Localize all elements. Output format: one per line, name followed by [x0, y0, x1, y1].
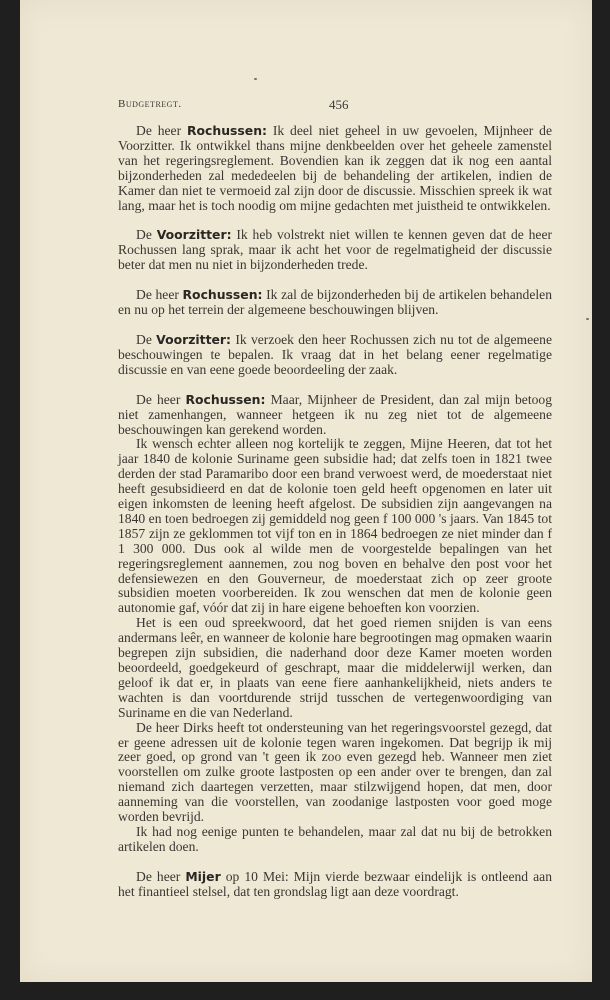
- speech-voorzitter-2: [118, 333, 552, 378]
- paper-speck: [586, 318, 589, 320]
- paper-speck: [254, 78, 257, 80]
- speaker-name: Rochussen:: [185, 391, 266, 407]
- speech-rochussen-3: [118, 393, 552, 855]
- speech-prefix: De: [136, 227, 157, 243]
- speech-voorzitter-1: [118, 228, 552, 273]
- speech-text: Ik verzoek den heer Rochussen zich nu tot de algemeene beschouwingen te bepalen. Ik vraag dat in het belang eener regelmatige discussie en van eene goede beoordeeling der zaak.: [118, 331, 552, 377]
- speaker-name: Rochussen:: [182, 287, 263, 303]
- running-head: Budgetregt.: [118, 98, 182, 110]
- speech-text: op 10 Mei: Mijn vierde bezwaar eindelijk is ontleend aan het finantieel stelsel, dat ten grondslag ligt aan deze voordragt.: [118, 868, 552, 899]
- speech-continuation: De heer Dirks heeft tot ondersteuning van het regeringsvoorstel gezegd, dat er geene adressen uit de kolonie tegen waren ingekomen. Dat begrijp ik mij zeer goed, op grond van 't geen ik zoo even gezegd heb. Wanneer men ziet voorstellen om zulke groote lastposten op een ander over te brengen, dan zal niemand zich daartegen verzetten, maar stilzwijgend hopen, dat men, door aanneming van die voorstellen, van zoodanige lastposten voor goed moge worden bevrijd.: [118, 719, 552, 825]
- speech-rochussen-2: [118, 288, 552, 318]
- speech-prefix: De: [136, 331, 157, 347]
- speech-text: Ik deel niet geheel in uw gevoelen, Mijnheer de Voorzitter. Ik ontwikkel thans mijne denkbeelden over het geheele zamenstel van het regeringsreglement. Bovendien kan ik zeggen dat ik nog een aantal bijzonderheden zal mededeelen bij de behandeling der artikelen, indien de Kamer dan niet te vermoeid zal zijn door de discussie. Misschien spreek ik wat lang, maar het is toch noodig om mijne gedachten met juistheid te ontwikkelen.: [118, 123, 552, 213]
- speech-continuation: Ik had nog eenige punten te behandelen, maar zal dat nu bij de betrokken artikelen doen.: [118, 823, 552, 854]
- speech-rochussen-1: [118, 124, 552, 213]
- speech-text: Ik heb volstrekt niet willen te kennen geven dat de heer Rochussen lang sprak, maar ik acht het voor de regelmatigheid der discussie beter dat men nu niet in bijzonderheden trede.: [118, 227, 553, 273]
- page-body: [118, 124, 552, 900]
- speech-continuation: Het is een oud spreekwoord, dat het goed riemen snijden is van eens andermans leêr, en wanneer de kolonie hare begrootingen mag opmaken waarin begrepen zijn subsidien, die naderhand door deze Kamer moeten worden beoordeeld, goedgekeurd of geschrapt, maar die middelerwijl werken, dan geloof ik dat er, in plaats van eene fiere aanhankelijkheid, niets anders te wachten is dan voortdurende strijd tusschen de vertegenwoordiging van Suriname en die van Nederland.: [118, 615, 552, 720]
- speaker-name: Voorzitter:: [156, 227, 232, 243]
- speech-continuation: Ik wensch echter alleen nog kortelijk te zeggen, Mijne Heeren, dat tot het jaar 1840 de kolonie Suriname geen subsidie had; dat zelfs toen in 1821 twee derden der stad Paramaribo door een brand verwoest werd, de moederstaat niet heeft gesubsidieerd en dat de kolonie toen geld heeft opgenomen en later uit eigen inkomsten de leening heeft afgelost. De subsidien zijn aangevangen na 1840 en toen bedroegen zij gemiddeld nog geen f 100 000 's jaars. Van 1845 tot 1857 zijn ze geklommen tot vijf ton en in 1864 bedroegen ze niet minder dan f 1 300 000. Dus ook al wilde men de voorgestelde bepalingen van het regeringsreglement aannemen, zou nog boven en behalve den post voor het defensiewezen en den Gouverneur, de moederstaat zich op zeer groote subsidien moeten voorbereiden. Ik zou wenschen dat men de kolonie geen autonomie gaf, vóór dat zij in hare eigene behoeften kon voorzien.: [118, 436, 552, 616]
- page-header: [118, 98, 552, 116]
- speech-prefix: De heer: [136, 868, 186, 884]
- speech-text: Maar, Mijnheer de President, dan zal mijn betoog niet zamenhangen, wanneer hetgeen ik nu zeg niet tot de algemeene beschouwingen kan gerekend worden.: [118, 391, 552, 437]
- speech-prefix: De heer: [136, 123, 187, 138]
- speaker-name: Mijer: [185, 868, 221, 884]
- page-number: 456: [329, 97, 349, 112]
- speaker-name: Voorzitter:: [156, 331, 231, 347]
- speech-mijer: [118, 870, 552, 900]
- speech-prefix: De heer: [136, 391, 186, 407]
- book-page: [20, 0, 592, 982]
- speech-text: Ik zal de bijzonderheden bij de artikelen behandelen en nu op het terrein der algemeene beschouwingen blijven.: [118, 287, 552, 318]
- speech-prefix: De heer: [136, 287, 183, 303]
- speaker-name: Rochussen:: [187, 123, 267, 138]
